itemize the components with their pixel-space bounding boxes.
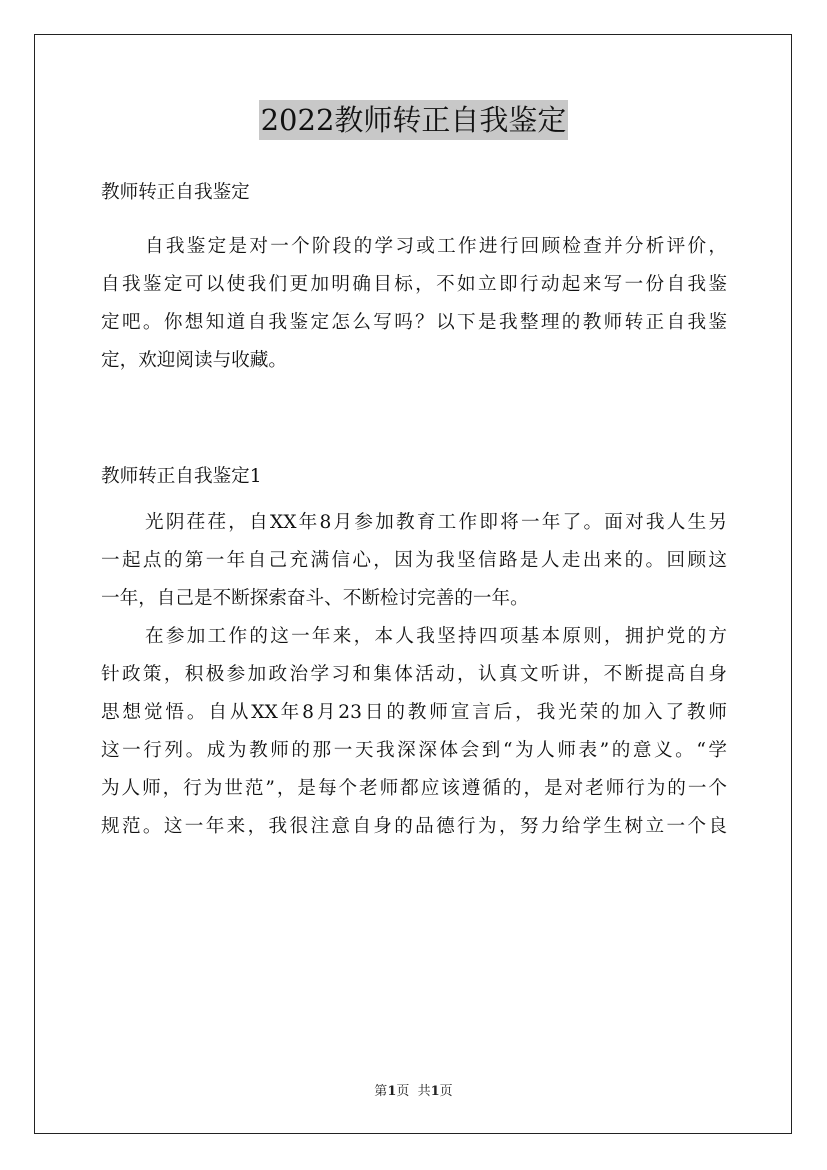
paragraph-line: 这一行列。成为教师的那一天我深深体会到“为人师表”的意义。“学: [101, 740, 727, 761]
paragraph-line: 在参加工作的这一年来，本人我坚持四项基本原则，拥护党的方: [145, 626, 727, 647]
paragraph-line: 为人师，行为世范”，是每个老师都应该遵循的，是对老师行为的一个: [101, 778, 727, 799]
footer-suffix: 页: [439, 1084, 453, 1099]
section-heading: 教师转正自我鉴定1: [101, 466, 262, 487]
intro-line: 定吧。你想知道自我鉴定怎么写吗？以下是我整理的教师转正自我鉴: [101, 312, 727, 333]
paragraph-line: 针政策，积极参加政治学习和集体活动，认真文听讲，不断提高自身: [101, 664, 727, 685]
document-body: [101, 172, 727, 846]
footer-total-pages: 1: [430, 1084, 440, 1099]
paragraph-line: 一年，自己是不断探索奋斗、不断检讨完善的一年。: [101, 588, 529, 609]
document-title: 2022教师转正自我鉴定: [259, 100, 569, 140]
paragraph-line: 规范。这一年来，我很注意自身的品德行为，努力给学生树立一个良: [101, 816, 727, 837]
intro-heading: 教师转正自我鉴定: [101, 182, 250, 203]
paragraph-line: 一起点的第一年自己充满信心，因为我坚信路是人走出来的。回顾这: [101, 550, 727, 571]
intro-line: 定，欢迎阅读与收藏。: [101, 350, 287, 371]
paragraph-line: 思想觉悟。自从XX年8月23日的教师宣言后，我光荣的加入了教师: [101, 702, 727, 723]
paragraph-line: 光阴荏荏，自XX年8月参加教育工作即将一年了。面对我人生另: [145, 512, 727, 533]
intro-line: 自我鉴定是对一个阶段的学习或工作进行回顾检查并分析评价，: [145, 236, 727, 257]
footer-current-page: 1: [387, 1084, 397, 1099]
title-container: [0, 100, 827, 140]
footer-mid: 页 共: [396, 1084, 431, 1099]
footer-prefix: 第: [374, 1084, 388, 1099]
intro-line: 自我鉴定可以使我们更加明确目标，不如立即行动起来写一份自我鉴: [101, 274, 727, 295]
page-number-footer: [0, 1082, 827, 1102]
